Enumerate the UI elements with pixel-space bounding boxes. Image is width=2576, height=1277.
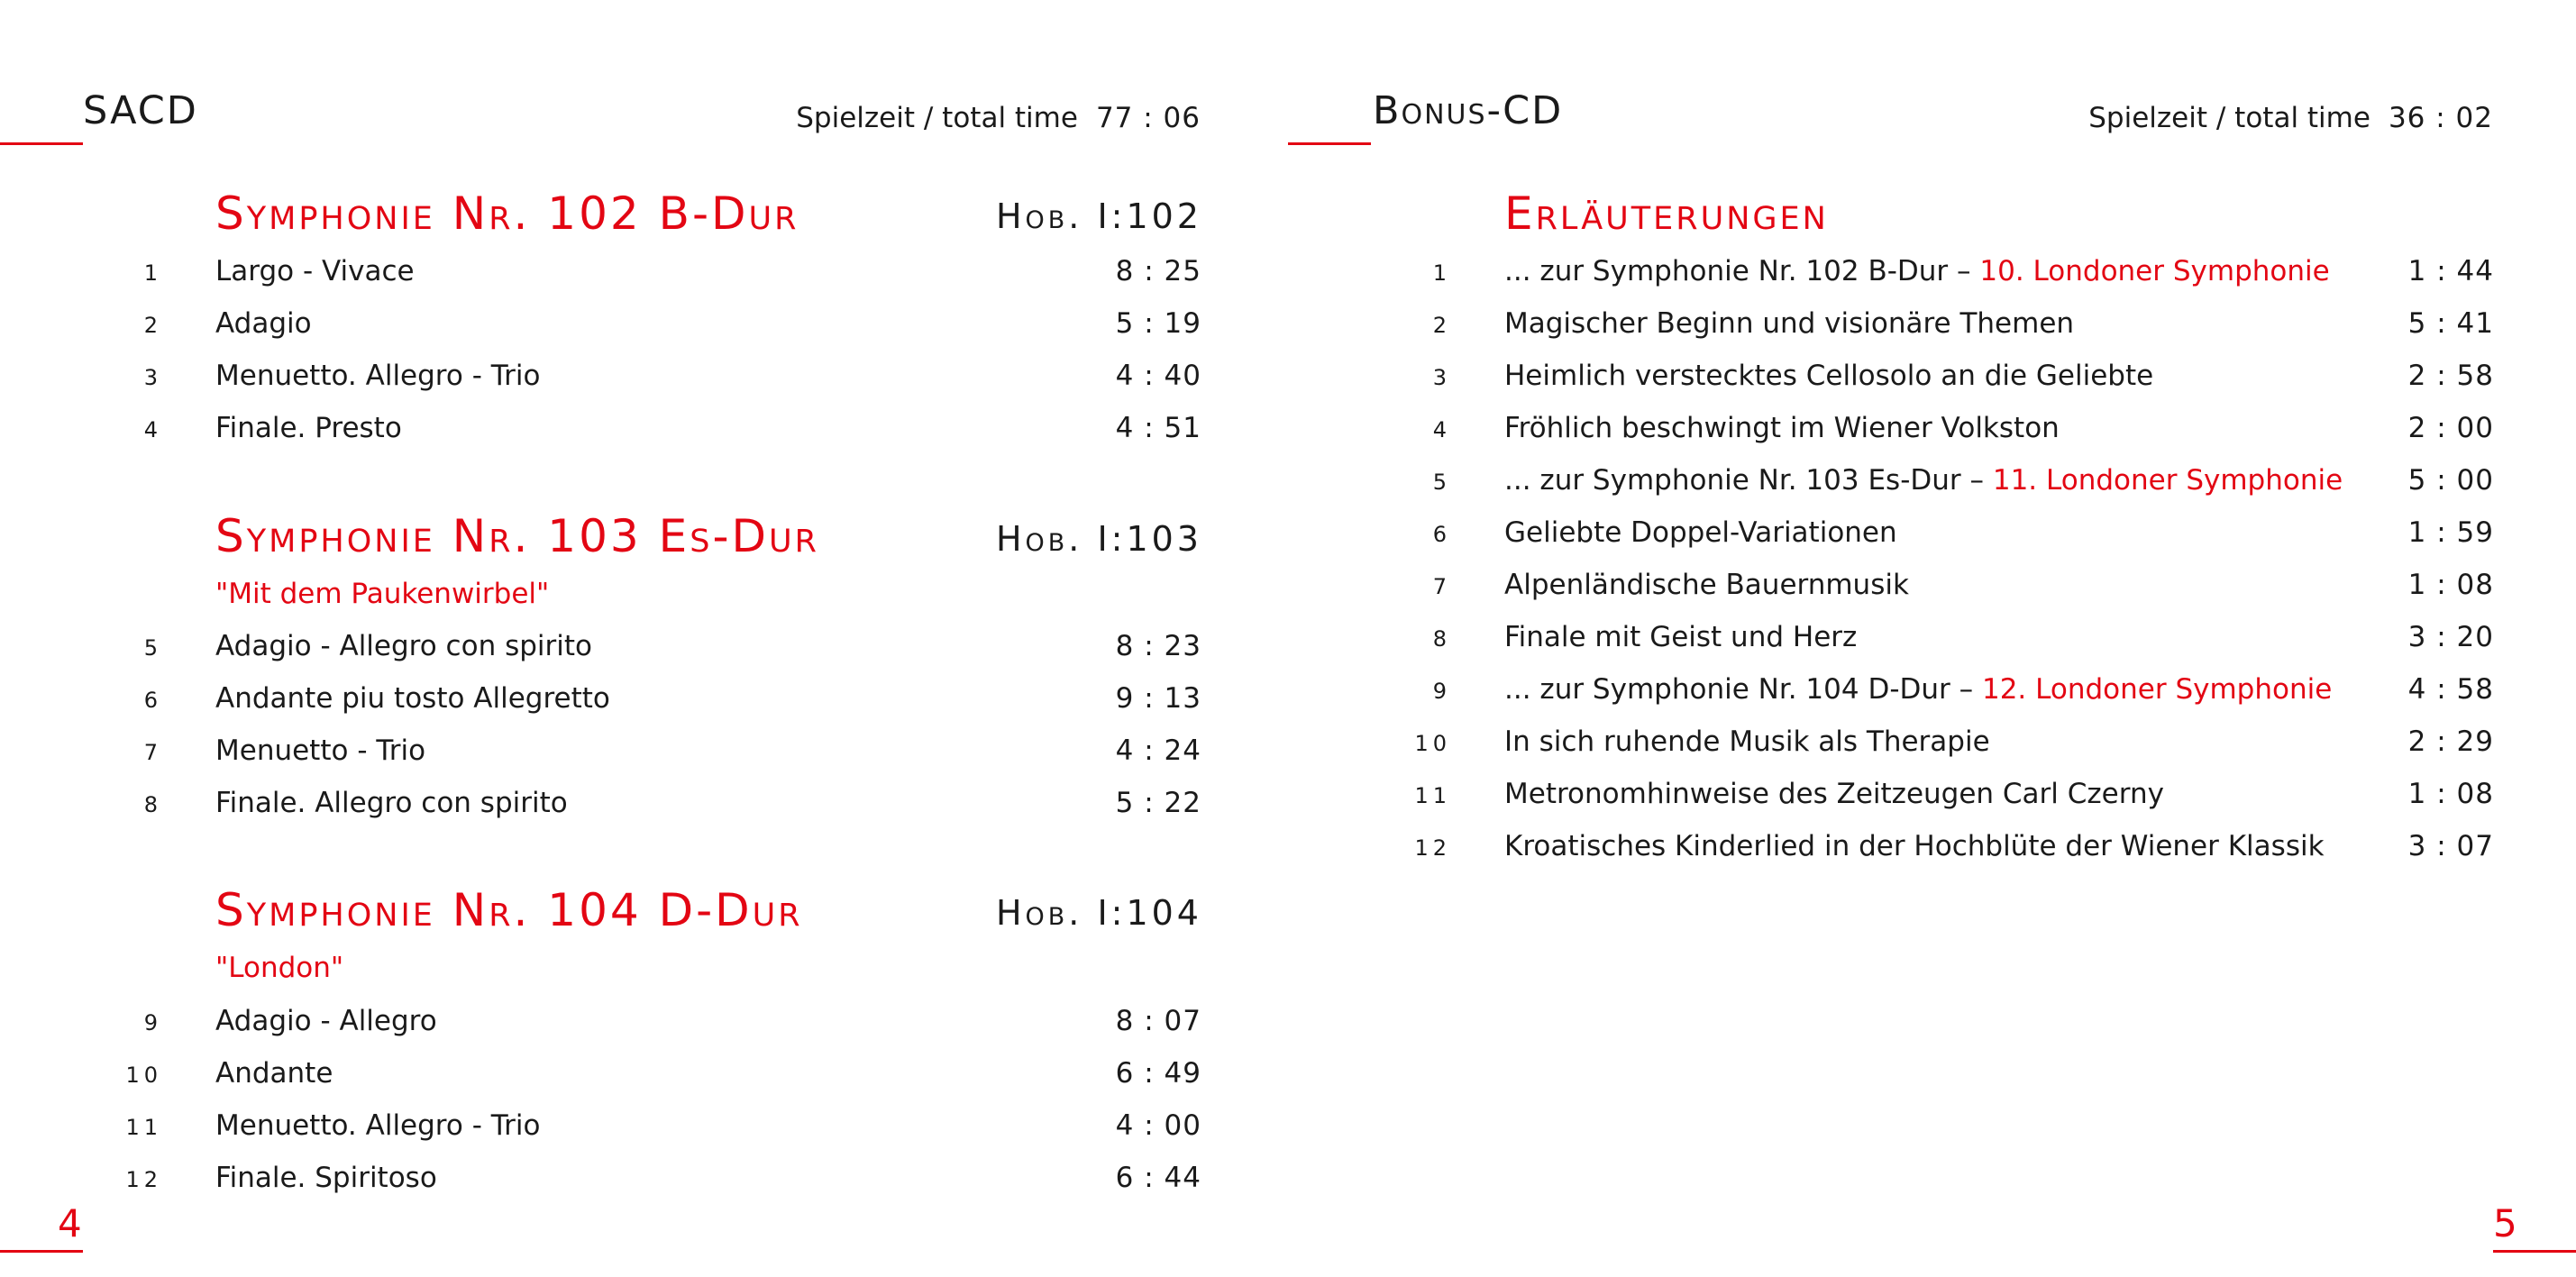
track-row bbox=[0, 734, 1288, 776]
track-number: 12 bbox=[125, 1167, 162, 1192]
track-title-text: ... zur Symphonie Nr. 104 D-Dur – bbox=[1504, 673, 1982, 706]
track-time: 2 : 58 bbox=[2407, 360, 2494, 392]
track-row bbox=[0, 307, 1288, 349]
track-row bbox=[0, 630, 1288, 671]
track-title-text: Finale mit Geist und Herz bbox=[1504, 621, 1858, 653]
hob-number: Hob. I:103 bbox=[995, 519, 1202, 559]
track-time: 2 : 29 bbox=[2407, 725, 2494, 758]
track-title bbox=[1504, 778, 2164, 810]
track-number: 2 bbox=[143, 313, 162, 338]
track-number: 11 bbox=[1414, 783, 1451, 808]
track-time: 5 : 19 bbox=[1115, 307, 1201, 340]
work-nickname: "Mit dem Paukenwirbel" bbox=[215, 578, 550, 610]
track-row bbox=[1288, 255, 2576, 296]
track-time: 4 : 24 bbox=[1115, 734, 1201, 767]
track-title-text: ... zur Symphonie Nr. 102 B-Dur – bbox=[1504, 255, 1980, 287]
track-title: Adagio - Allegro con spirito bbox=[215, 630, 592, 662]
track-number: 7 bbox=[1432, 574, 1451, 599]
track-time: 4 : 58 bbox=[2407, 673, 2494, 706]
track-title-text: Metronomhinweise des Zeitzeugen Carl Czerny bbox=[1504, 778, 2164, 810]
track-title: Menuetto. Allegro - Trio bbox=[215, 360, 541, 392]
track-row bbox=[0, 1109, 1288, 1151]
track-number: 12 bbox=[1414, 835, 1451, 861]
track-time: 4 : 00 bbox=[1115, 1109, 1201, 1142]
track-title bbox=[1504, 360, 2153, 392]
track-title bbox=[1504, 621, 1857, 653]
track-row bbox=[0, 1005, 1288, 1046]
track-title-text: Magischer Beginn und visionäre Themen bbox=[1504, 307, 2075, 340]
total-time-label: Spielzeit / total time bbox=[796, 102, 1078, 134]
track-time: 8 : 25 bbox=[1115, 255, 1201, 287]
track-number: 1 bbox=[143, 260, 162, 286]
track-number: 3 bbox=[143, 365, 162, 390]
track-row bbox=[1288, 725, 2576, 767]
track-title: Largo - Vivace bbox=[215, 255, 415, 287]
page-number: 5 bbox=[2493, 1201, 2517, 1245]
track-time: 1 : 08 bbox=[2407, 569, 2494, 601]
track-title: Finale. Allegro con spirito bbox=[215, 787, 568, 819]
track-title bbox=[1504, 725, 1990, 758]
track-time: 3 : 07 bbox=[2407, 830, 2494, 862]
work-title: Symphonie Nr. 102 B-Dur bbox=[215, 187, 799, 240]
track-title-highlight: 10. Londoner Symphonie bbox=[1979, 255, 2330, 287]
track-number: 4 bbox=[1432, 417, 1451, 442]
track-title bbox=[1504, 516, 1897, 549]
track-title: Adagio bbox=[215, 307, 312, 340]
right-page bbox=[1288, 0, 2576, 1277]
track-title-text: In sich ruhende Musik als Therapie bbox=[1504, 725, 1990, 758]
track-row bbox=[0, 360, 1288, 401]
track-row bbox=[1288, 778, 2576, 819]
disc-label: Bonus-CD bbox=[1373, 88, 1564, 133]
header-accent-line bbox=[0, 142, 83, 145]
track-time: 6 : 44 bbox=[1115, 1162, 1201, 1194]
track-title-text: Heimlich verstecktes Cellosolo an die Geliebte bbox=[1504, 360, 2154, 392]
track-title: Andante bbox=[215, 1057, 333, 1090]
track-title bbox=[1504, 307, 2074, 340]
track-row bbox=[0, 1057, 1288, 1099]
track-title: Finale. Presto bbox=[215, 412, 402, 444]
track-row bbox=[0, 787, 1288, 828]
work-nickname: "London" bbox=[215, 952, 344, 984]
track-row bbox=[1288, 830, 2576, 871]
track-title: Andante piu tosto Allegretto bbox=[215, 682, 610, 715]
track-number: 6 bbox=[1432, 522, 1451, 547]
track-title: Finale. Spiritoso bbox=[215, 1162, 437, 1194]
footer-accent-line bbox=[2493, 1250, 2576, 1253]
footer-accent-line bbox=[0, 1250, 83, 1253]
track-title bbox=[1504, 464, 2343, 497]
hob-number: Hob. I:102 bbox=[995, 196, 1202, 236]
track-row bbox=[1288, 412, 2576, 453]
track-row bbox=[1288, 464, 2576, 506]
track-time: 5 : 00 bbox=[2407, 464, 2494, 497]
track-time: 5 : 41 bbox=[2407, 307, 2494, 340]
track-row bbox=[1288, 673, 2576, 715]
track-row bbox=[0, 1162, 1288, 1203]
track-number: 4 bbox=[143, 417, 162, 442]
track-number: 1 bbox=[1432, 260, 1451, 286]
track-number: 11 bbox=[125, 1115, 162, 1140]
track-row bbox=[1288, 307, 2576, 349]
track-row bbox=[0, 255, 1288, 296]
track-title-highlight: 12. Londoner Symphonie bbox=[1981, 673, 2333, 706]
track-time: 5 : 22 bbox=[1115, 787, 1201, 819]
track-row bbox=[1288, 360, 2576, 401]
track-title bbox=[1504, 673, 2332, 706]
track-time: 1 : 08 bbox=[2407, 778, 2494, 810]
track-title-text: Kroatisches Kinderlied in der Hochblüte der Wiener Klassik bbox=[1504, 830, 2325, 862]
track-number: 10 bbox=[1414, 731, 1451, 756]
track-number: 8 bbox=[1432, 626, 1451, 652]
total-time-label: Spielzeit / total time bbox=[2088, 102, 2370, 134]
track-time: 2 : 00 bbox=[2407, 412, 2494, 444]
track-time: 1 : 59 bbox=[2407, 516, 2494, 549]
track-title bbox=[1504, 255, 2330, 287]
track-row bbox=[0, 682, 1288, 724]
track-number: 9 bbox=[1432, 679, 1451, 704]
track-number: 9 bbox=[143, 1010, 162, 1035]
track-time: 4 : 51 bbox=[1115, 412, 1201, 444]
track-row bbox=[1288, 516, 2576, 558]
track-title-text: Geliebte Doppel-Variationen bbox=[1504, 516, 1897, 549]
track-title: Adagio - Allegro bbox=[215, 1005, 437, 1037]
track-time: 8 : 23 bbox=[1115, 630, 1201, 662]
section-title: Erläuterungen bbox=[1504, 187, 1829, 240]
track-time: 8 : 07 bbox=[1115, 1005, 1201, 1037]
total-time bbox=[796, 102, 1201, 134]
track-number: 5 bbox=[143, 635, 162, 661]
track-time: 3 : 20 bbox=[2407, 621, 2494, 653]
track-time: 4 : 40 bbox=[1115, 360, 1201, 392]
track-time: 1 : 44 bbox=[2407, 255, 2494, 287]
track-number: 8 bbox=[143, 792, 162, 817]
track-title bbox=[1504, 830, 2325, 862]
track-row bbox=[1288, 569, 2576, 610]
work-title: Symphonie Nr. 104 D-Dur bbox=[215, 884, 803, 936]
total-time bbox=[2088, 102, 2493, 134]
track-number: 7 bbox=[143, 740, 162, 765]
track-title-highlight: 11. Londoner Symphonie bbox=[1992, 464, 2343, 497]
track-title: Menuetto. Allegro - Trio bbox=[215, 1109, 541, 1142]
track-title bbox=[1504, 569, 1909, 601]
track-title-text: ... zur Symphonie Nr. 103 Es-Dur – bbox=[1504, 464, 1993, 497]
track-number: 6 bbox=[143, 688, 162, 713]
track-row bbox=[1288, 621, 2576, 662]
track-time: 6 : 49 bbox=[1115, 1057, 1201, 1090]
track-number: 3 bbox=[1432, 365, 1451, 390]
track-time: 9 : 13 bbox=[1115, 682, 1201, 715]
track-row bbox=[0, 412, 1288, 453]
track-number: 10 bbox=[125, 1063, 162, 1088]
page-number: 4 bbox=[58, 1201, 82, 1245]
track-title bbox=[1504, 412, 2060, 444]
total-time-value: 77 : 06 bbox=[1095, 102, 1201, 134]
total-time-value: 36 : 02 bbox=[2388, 102, 2493, 134]
track-title-text: Alpenländische Bauernmusik bbox=[1504, 569, 1909, 601]
track-number: 5 bbox=[1432, 470, 1451, 495]
track-title: Menuetto - Trio bbox=[215, 734, 426, 767]
work-title: Symphonie Nr. 103 Es-Dur bbox=[215, 510, 819, 562]
disc-label: SACD bbox=[83, 88, 198, 133]
hob-number: Hob. I:104 bbox=[995, 893, 1202, 933]
track-number: 2 bbox=[1432, 313, 1451, 338]
header-accent-line bbox=[1288, 142, 1371, 145]
track-title-text: Fröhlich beschwingt im Wiener Volkston bbox=[1504, 412, 2060, 444]
